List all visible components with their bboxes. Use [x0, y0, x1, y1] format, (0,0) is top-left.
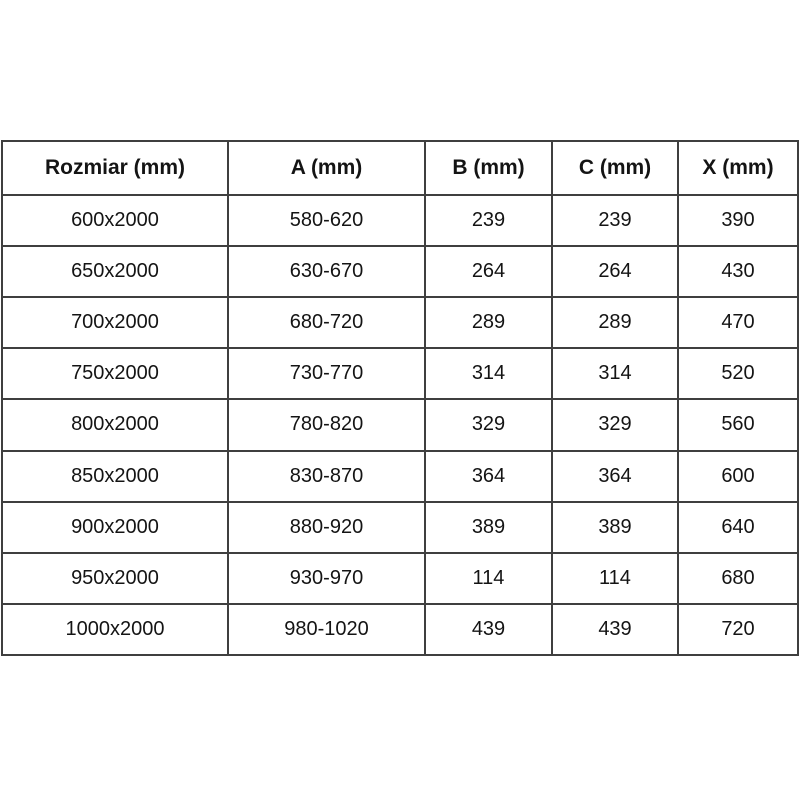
cell-x: 720: [678, 604, 798, 655]
cell-rozmiar: 850x2000: [2, 451, 228, 502]
table-row: [2, 195, 798, 246]
column-header-a: A (mm): [228, 141, 425, 195]
cell-rozmiar: 650x2000: [2, 246, 228, 297]
cell-rozmiar: 950x2000: [2, 553, 228, 604]
column-header-rozmiar: Rozmiar (mm): [2, 141, 228, 195]
cell-rozmiar: 600x2000: [2, 195, 228, 246]
cell-rozmiar: 900x2000: [2, 502, 228, 553]
cell-b: 389: [425, 502, 552, 553]
size-table: [1, 140, 799, 656]
cell-a: 980-1020: [228, 604, 425, 655]
cell-x: 680: [678, 553, 798, 604]
table-row: [2, 451, 798, 502]
cell-b: 239: [425, 195, 552, 246]
column-header-c: C (mm): [552, 141, 678, 195]
column-header-b: B (mm): [425, 141, 552, 195]
table-row: [2, 604, 798, 655]
cell-b: 439: [425, 604, 552, 655]
cell-c: 289: [552, 297, 678, 348]
cell-b: 314: [425, 348, 552, 399]
cell-x: 430: [678, 246, 798, 297]
cell-b: 114: [425, 553, 552, 604]
table-row: [2, 502, 798, 553]
cell-b: 329: [425, 399, 552, 450]
cell-c: 364: [552, 451, 678, 502]
cell-c: 239: [552, 195, 678, 246]
cell-x: 560: [678, 399, 798, 450]
cell-x: 520: [678, 348, 798, 399]
table-row: [2, 553, 798, 604]
cell-x: 470: [678, 297, 798, 348]
cell-a: 630-670: [228, 246, 425, 297]
cell-c: 329: [552, 399, 678, 450]
cell-a: 880-920: [228, 502, 425, 553]
cell-x: 390: [678, 195, 798, 246]
cell-rozmiar: 800x2000: [2, 399, 228, 450]
table-row: [2, 297, 798, 348]
cell-c: 314: [552, 348, 678, 399]
cell-b: 289: [425, 297, 552, 348]
cell-a: 730-770: [228, 348, 425, 399]
header-row: [2, 141, 798, 195]
cell-b: 364: [425, 451, 552, 502]
cell-a: 780-820: [228, 399, 425, 450]
cell-b: 264: [425, 246, 552, 297]
cell-a: 680-720: [228, 297, 425, 348]
cell-c: 264: [552, 246, 678, 297]
cell-rozmiar: 750x2000: [2, 348, 228, 399]
size-table-container: [1, 140, 799, 656]
cell-x: 640: [678, 502, 798, 553]
cell-c: 439: [552, 604, 678, 655]
column-header-x: X (mm): [678, 141, 798, 195]
cell-rozmiar: 700x2000: [2, 297, 228, 348]
table-row: [2, 246, 798, 297]
cell-c: 114: [552, 553, 678, 604]
cell-rozmiar: 1000x2000: [2, 604, 228, 655]
table-row: [2, 348, 798, 399]
cell-a: 830-870: [228, 451, 425, 502]
table-row: [2, 399, 798, 450]
cell-a: 580-620: [228, 195, 425, 246]
cell-x: 600: [678, 451, 798, 502]
cell-a: 930-970: [228, 553, 425, 604]
cell-c: 389: [552, 502, 678, 553]
